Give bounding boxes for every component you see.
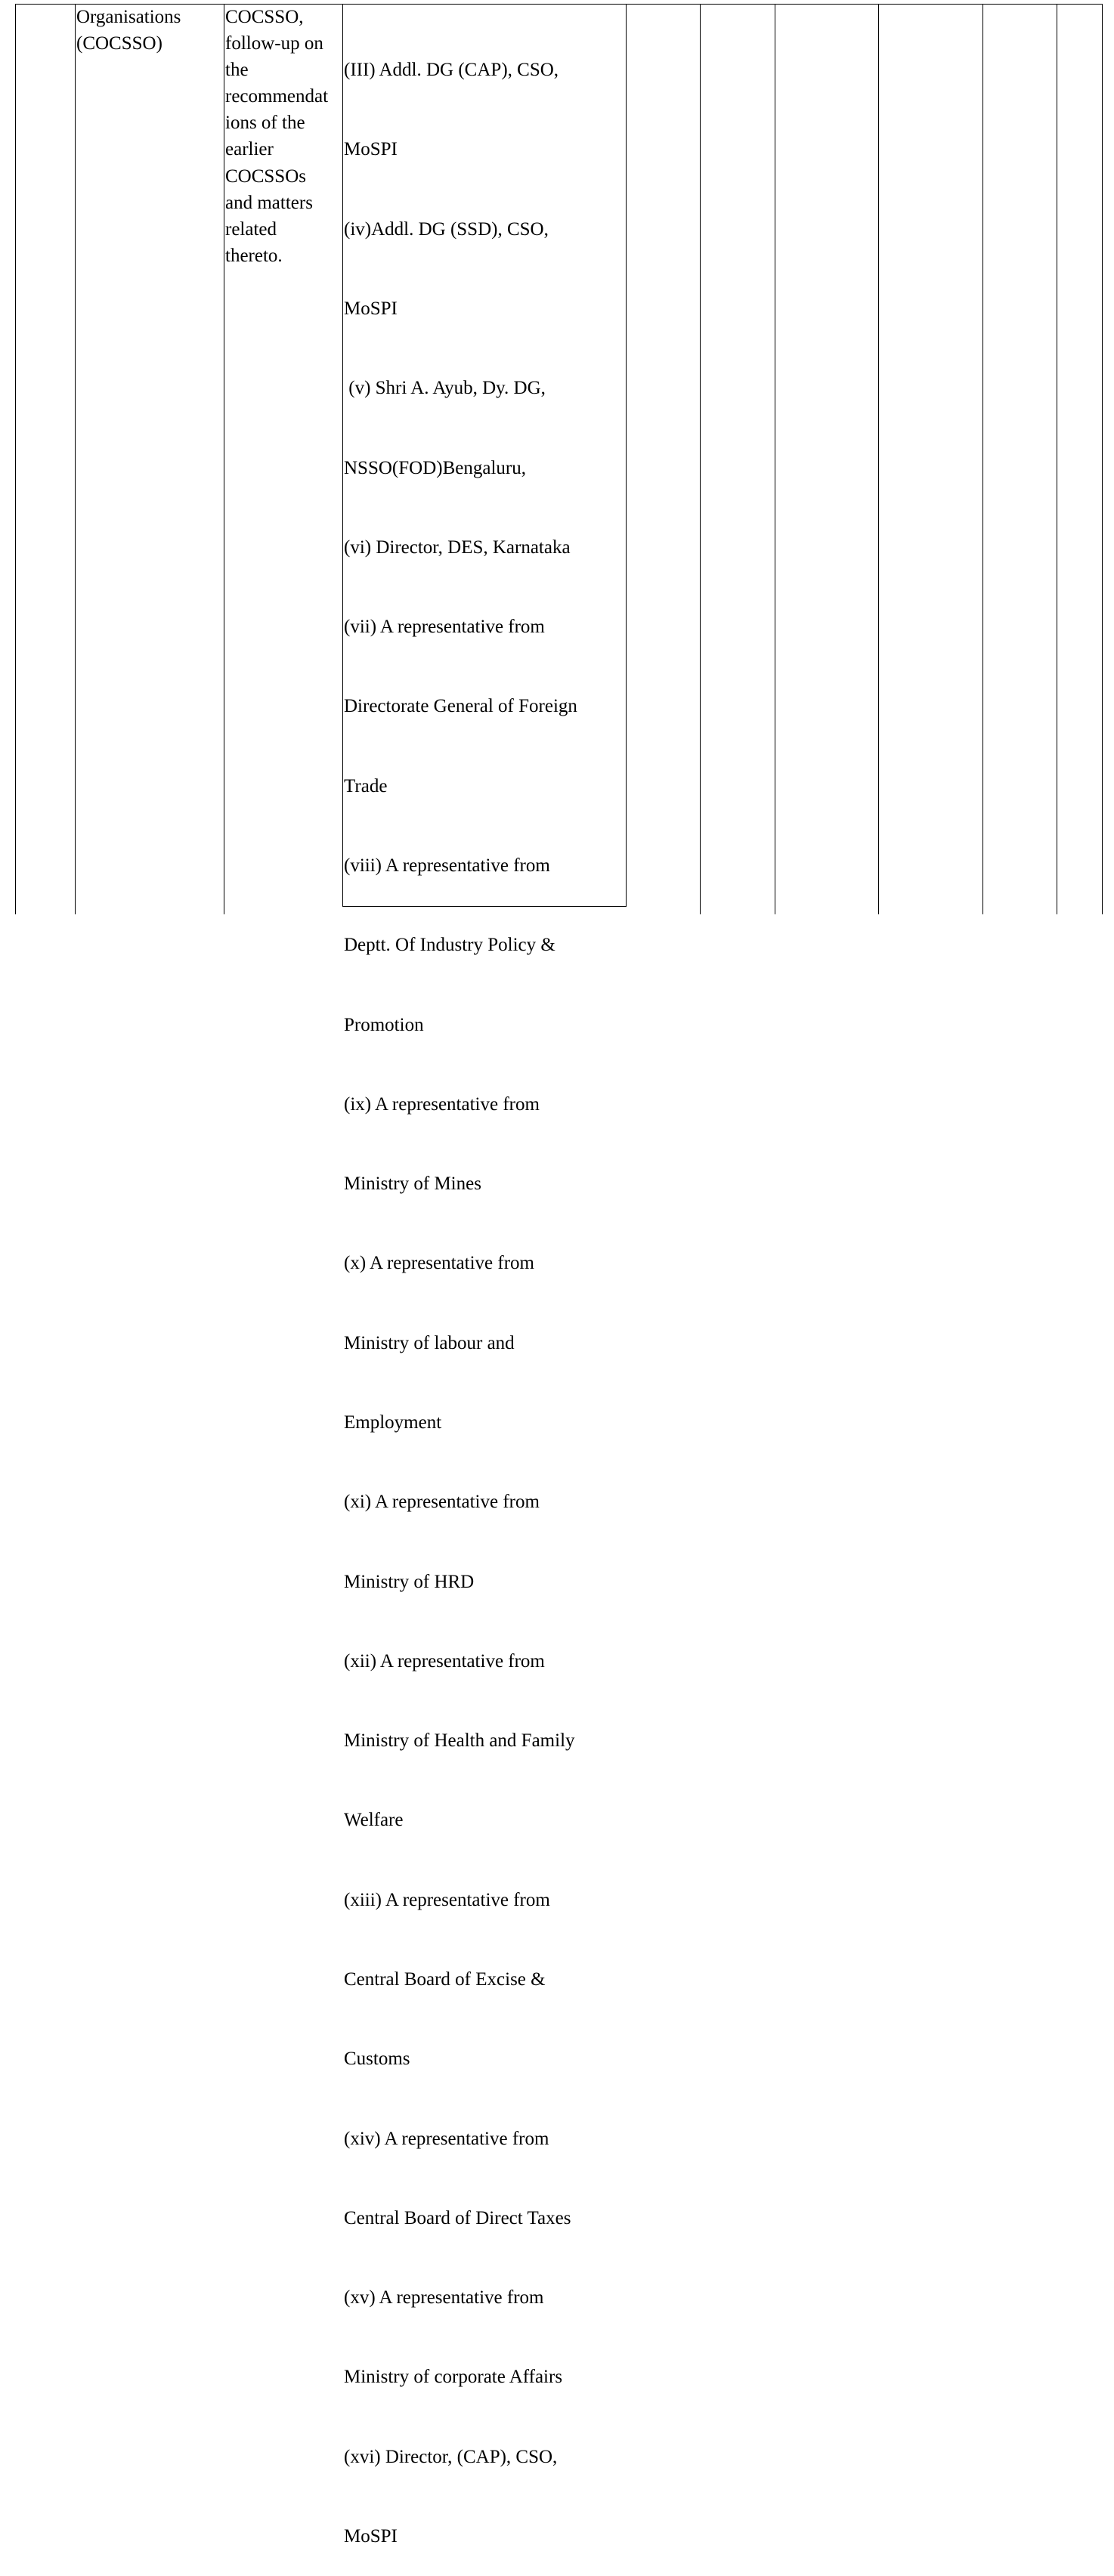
agenda-line: ions of the [225, 113, 305, 134]
member-line: (xv) A representative from [344, 2287, 544, 2309]
member-line: Central Board of Direct Taxes [344, 2207, 571, 2228]
member-line: Ministry of corporate Affairs [344, 2367, 563, 2388]
member-line: Trade [344, 775, 388, 796]
member-line: (v) Shri A. Ayub, Dy. DG, [344, 378, 546, 399]
agenda-line: the [225, 60, 249, 81]
member-line: (xvi) Director, (CAP), CSO, [344, 2446, 558, 2467]
member-line: Ministry of Mines [344, 1174, 481, 1195]
agenda-line: COCSSO, [225, 7, 304, 27]
agenda-line: and matters [225, 192, 313, 213]
member-line: Customs [344, 2049, 410, 2070]
member-line: Welfare [344, 1810, 404, 1831]
member-line: (III) Addl. DG (CAP), CSO, [344, 60, 559, 81]
member-line: (x) A representative from [344, 1253, 534, 1274]
column-divider-5 [700, 5, 701, 914]
member-line: Directorate General of Foreign [344, 696, 577, 717]
agenda-line: earlier [225, 139, 274, 160]
agenda-line: COCSSOs [225, 165, 306, 187]
agenda-line: thereto. [225, 245, 283, 266]
organisation-cell [76, 4, 181, 57]
member-line: Promotion [344, 1014, 424, 1035]
members-cell [344, 4, 577, 2576]
agenda-line: related [225, 218, 277, 240]
member-line: Deptt. Of Industry Policy & [344, 935, 555, 956]
column-divider-7 [878, 5, 879, 914]
member-line: (xiv) A representative from [344, 2128, 549, 2149]
member-line: Central Board of Excise & [344, 1968, 546, 1990]
member-line: (xiii) A representative from [344, 1889, 550, 1910]
member-line: (xii) A representative from [344, 1650, 545, 1671]
member-line: (iv)Addl. DG (SSD), CSO, [344, 218, 549, 240]
member-line: (xi) A representative from [344, 1492, 540, 1513]
member-line: (ix) A representative from [344, 1093, 540, 1115]
table-border-right [1102, 5, 1103, 914]
member-line: Employment [344, 1412, 442, 1433]
agenda-line: follow-up on [225, 33, 323, 54]
member-line: MoSPI [344, 2525, 398, 2547]
member-line: MoSPI [344, 139, 398, 160]
table-border-left [15, 5, 16, 914]
column-divider-4 [626, 5, 627, 907]
member-line: (viii) A representative from [344, 855, 550, 876]
organisation-line: (COCSSO) [76, 33, 162, 54]
member-line: (vi) Director, DES, Karnataka [344, 537, 571, 558]
column-divider-1 [75, 5, 76, 914]
member-line: Ministry of HRD [344, 1571, 475, 1592]
member-line: NSSO(FOD)Bengaluru, [344, 457, 526, 478]
agenda-cell [225, 4, 328, 269]
agenda-line: recommendat [225, 86, 329, 107]
member-line: Ministry of Health and Family [344, 1730, 575, 1752]
column-divider-8 [982, 5, 983, 914]
member-line: Ministry of labour and [344, 1332, 515, 1353]
member-line: (vii) A representative from [344, 617, 545, 638]
organisation-line: Organisations [76, 7, 181, 27]
column-divider-3 [342, 5, 343, 907]
member-line: MoSPI [344, 298, 398, 320]
